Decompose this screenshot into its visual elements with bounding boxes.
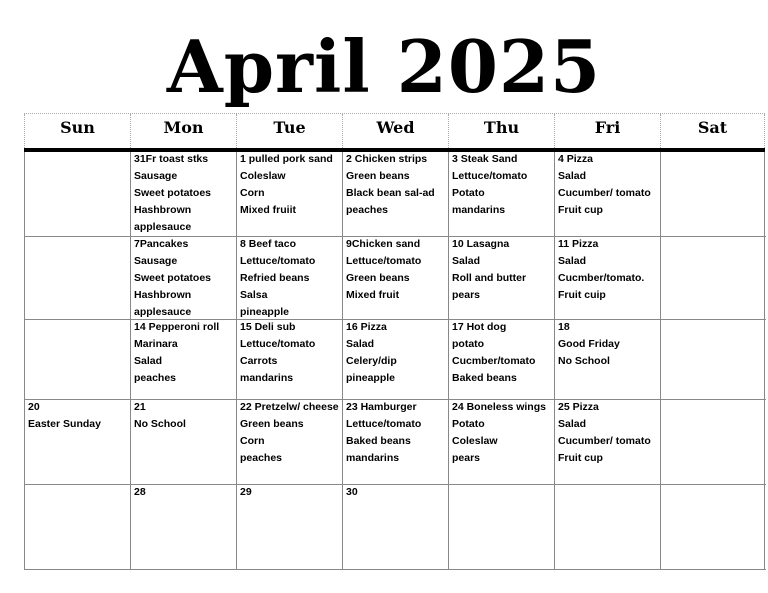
menu-item: Black bean sal-ad bbox=[346, 187, 435, 199]
menu-item: Salsa bbox=[240, 289, 268, 301]
menu-item: Lettuce/tomato bbox=[452, 170, 528, 182]
menu-item: Salad bbox=[558, 418, 587, 430]
menu-item: Salad bbox=[346, 338, 375, 350]
day-cell bbox=[25, 320, 131, 399]
menu-item: No School bbox=[134, 418, 186, 430]
day-cell bbox=[25, 400, 131, 484]
menu-item: applesauce bbox=[134, 221, 192, 233]
menu-item: Potato bbox=[452, 187, 485, 199]
day-cell bbox=[661, 400, 766, 484]
menu-item: pineapple bbox=[346, 372, 396, 384]
week-row bbox=[25, 237, 766, 320]
menu-item: Sausage bbox=[134, 255, 178, 267]
menu-item: potato bbox=[452, 338, 485, 350]
day-cell bbox=[131, 237, 237, 319]
week-row bbox=[25, 485, 766, 570]
week-row bbox=[25, 152, 766, 237]
day-cell bbox=[449, 320, 555, 399]
day-entry-first: 29 bbox=[240, 486, 252, 498]
weekday-sat: Sat bbox=[660, 114, 765, 150]
menu-item: Lettuce/tomato bbox=[346, 255, 422, 267]
menu-item: mandarins bbox=[452, 204, 506, 216]
menu-item: Salad bbox=[452, 255, 481, 267]
day-entry-first: 15 Deli sub bbox=[240, 321, 296, 333]
day-cell bbox=[449, 237, 555, 319]
menu-item: pears bbox=[452, 452, 481, 464]
menu-item: Hashbrown bbox=[134, 204, 192, 216]
menu-item: Baked beans bbox=[452, 372, 517, 384]
day-cell bbox=[661, 320, 766, 399]
menu-item: Roll and butter bbox=[452, 272, 527, 284]
menu-item: Fruit cuip bbox=[558, 289, 606, 301]
day-cell bbox=[131, 400, 237, 484]
menu-item: Salad bbox=[558, 255, 587, 267]
day-cell bbox=[237, 320, 343, 399]
menu-item: Corn bbox=[240, 435, 265, 447]
day-entry-first: 8 Beef taco bbox=[240, 238, 297, 250]
menu-item: Cucumber/ tomato bbox=[558, 187, 651, 199]
menu-item: Carrots bbox=[240, 355, 278, 367]
day-cell bbox=[555, 237, 661, 319]
day-entry-first: 24 Boneless wings bbox=[452, 401, 546, 413]
menu-item: peaches bbox=[134, 372, 177, 384]
day-entry-first: 22 Pretzelw/ cheese bbox=[240, 401, 339, 413]
menu-item: Lettuce/tomato bbox=[240, 255, 316, 267]
menu-item: Sweet potatoes bbox=[134, 187, 212, 199]
day-entry-first: 28 bbox=[134, 486, 146, 498]
day-entry-first: 4 Pizza bbox=[558, 153, 594, 165]
day-cell bbox=[25, 152, 131, 236]
menu-item: Good Friday bbox=[558, 338, 620, 350]
day-cell bbox=[343, 320, 449, 399]
day-entry-first: 2 Chicken strips bbox=[346, 153, 428, 165]
menu-item: Lettuce/tomato bbox=[346, 418, 422, 430]
weekday-tue: Tue bbox=[236, 114, 342, 150]
day-cell bbox=[237, 152, 343, 236]
menu-item: pineapple bbox=[240, 306, 290, 318]
menu-item: Cucumber/ tomato bbox=[558, 435, 651, 447]
day-entry-first: 10 Lasagna bbox=[452, 238, 510, 250]
day-entry-first: 9Chicken sand bbox=[346, 238, 421, 250]
calendar-title: April 2025 bbox=[166, 24, 602, 109]
menu-item: Cucmber/tomato. bbox=[558, 272, 645, 284]
day-cell bbox=[131, 152, 237, 236]
day-entry-first: 21 bbox=[134, 401, 146, 413]
menu-item: Green beans bbox=[346, 170, 410, 182]
weekday-wed: Wed bbox=[342, 114, 448, 150]
menu-item: Lettuce/tomato bbox=[240, 338, 316, 350]
day-cell bbox=[237, 237, 343, 319]
menu-item: peaches bbox=[346, 204, 389, 216]
menu-item: Sweet potatoes bbox=[134, 272, 212, 284]
day-cell bbox=[449, 485, 555, 569]
calendar-grid bbox=[24, 152, 765, 570]
weekday-header bbox=[24, 113, 765, 150]
day-cell bbox=[25, 237, 131, 319]
day-cell bbox=[343, 237, 449, 319]
day-cell bbox=[343, 485, 449, 569]
week-row bbox=[25, 320, 766, 400]
menu-item: Hashbrown bbox=[134, 289, 192, 301]
day-entry-first: 7Pancakes bbox=[134, 238, 189, 250]
day-cell bbox=[555, 400, 661, 484]
day-entry-first: 25 Pizza bbox=[558, 401, 599, 413]
day-cell bbox=[343, 152, 449, 236]
day-entry-first: 11 Pizza bbox=[558, 238, 599, 250]
menu-item: Marinara bbox=[134, 338, 178, 350]
day-entry-first: 1 pulled pork sand bbox=[240, 153, 333, 165]
menu-item: Cucmber/tomato bbox=[452, 355, 536, 367]
weekday-mon: Mon bbox=[130, 114, 236, 150]
menu-item: Green beans bbox=[346, 272, 410, 284]
menu-item: Mixed fruit bbox=[346, 289, 400, 301]
day-cell bbox=[131, 320, 237, 399]
day-cell bbox=[449, 152, 555, 236]
menu-item: Fruit cup bbox=[558, 452, 603, 464]
menu-item: Potato bbox=[452, 418, 485, 430]
menu-item: mandarins bbox=[346, 452, 400, 464]
day-cell bbox=[661, 237, 766, 319]
day-cell bbox=[661, 152, 766, 236]
weekday-fri: Fri bbox=[554, 114, 660, 150]
menu-item: Corn bbox=[240, 187, 265, 199]
day-cell bbox=[131, 485, 237, 569]
day-entry-first: 17 Hot dog bbox=[452, 321, 507, 333]
day-cell bbox=[449, 400, 555, 484]
day-cell bbox=[237, 485, 343, 569]
menu-item: applesauce bbox=[134, 306, 192, 318]
day-cell bbox=[555, 485, 661, 569]
day-cell bbox=[661, 485, 766, 569]
menu-item: Coleslaw bbox=[452, 435, 498, 447]
menu-item: pears bbox=[452, 289, 481, 301]
menu-item: Salad bbox=[134, 355, 163, 367]
menu-item: peaches bbox=[240, 452, 283, 464]
day-cell bbox=[343, 400, 449, 484]
day-entry-first: 18 bbox=[558, 321, 570, 333]
calendar bbox=[24, 113, 765, 570]
menu-item: No School bbox=[558, 355, 610, 367]
day-entry-first: 14 Pepperoni roll bbox=[134, 321, 220, 333]
menu-item: Celery/dip bbox=[346, 355, 397, 367]
menu-item: Salad bbox=[558, 170, 587, 182]
day-entry-first: 30 bbox=[346, 486, 358, 498]
menu-item: Green beans bbox=[240, 418, 304, 430]
day-entry-first: 31Fr toast stks bbox=[134, 153, 209, 165]
menu-item: mandarins bbox=[240, 372, 294, 384]
day-entry-first: 3 Steak Sand bbox=[452, 153, 518, 165]
menu-item: Coleslaw bbox=[240, 170, 286, 182]
day-cell bbox=[237, 400, 343, 484]
day-entry-first: 16 Pizza bbox=[346, 321, 387, 333]
menu-item: Easter Sunday bbox=[28, 418, 101, 430]
day-cell bbox=[25, 485, 131, 569]
menu-item: Mixed fruiit bbox=[240, 204, 297, 216]
day-cell bbox=[555, 320, 661, 399]
day-entry-first: 20 bbox=[28, 401, 40, 413]
menu-item: Sausage bbox=[134, 170, 178, 182]
menu-item: Baked beans bbox=[346, 435, 411, 447]
week-row bbox=[25, 400, 766, 485]
day-cell bbox=[555, 152, 661, 236]
weekday-thu: Thu bbox=[448, 114, 554, 150]
menu-item: Fruit cup bbox=[558, 204, 603, 216]
menu-item: Refried beans bbox=[240, 272, 310, 284]
weekday-sun: Sun bbox=[24, 114, 130, 150]
day-entry-first: 23 Hamburger bbox=[346, 401, 417, 413]
